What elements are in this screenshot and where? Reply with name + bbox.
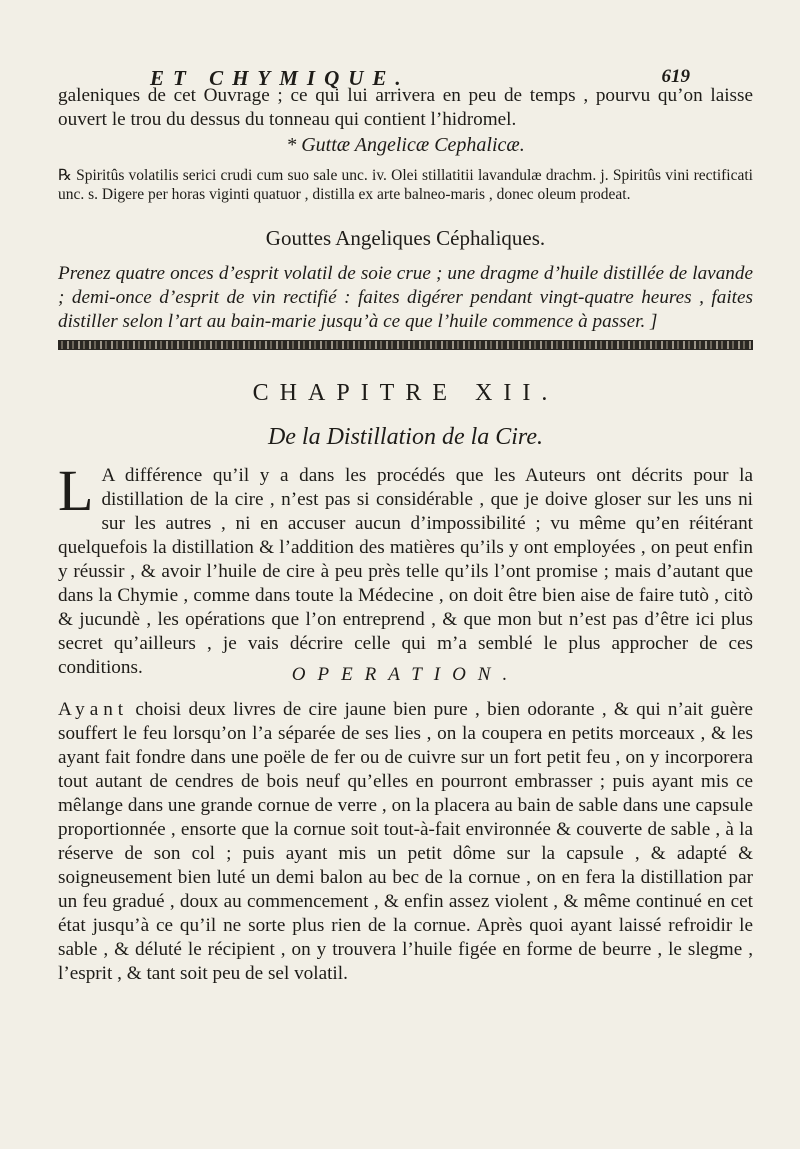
- chapter-paragraph-block: [58, 458, 753, 680]
- recipe-latin-block: [58, 166, 753, 204]
- chapter-subtitle: [58, 424, 753, 451]
- operation-paragraph: choisi deux livres de cire jaune bien pure , bien odorante , & qui n’ait guère souffert le feu lorsqu’on l’a séparée de ses lies , on la coupera en petits morceaux , & les ayant fait fondre dans une poële de fer ou de cuivre sur un fort petit feu , on y incorporera tout autant de cendres de bois neuf qu’elles en pourront embrasser ; puis ayant mis ce mêlange dans une grande cornue de verre , on la placera au bain de sable dans une capsule proportionnée , ensorte que la cornue soit tout-à-fait environnée & couverte de sable , à la réserve de son col ; puis ayant mis un petit dôme sur la capsule , & adapté & soigneusement bien luté un demi balon au bec de la cornue , on en fera la distillation par un feu gradué , doux au commencement , & enfin assez violent , & même continué en cet état jusqu’à ce qu’il ne sorte plus rien de la cornue. Après quoi ayant laissé refroidir le sable , & déluté le récipient , on y trouvera l’huile figée en forme de beurre , le slegme , l’esprit , & tant soit peu de sel volatil.: [58, 699, 753, 984]
- operation-heading-text: OPERATION.: [291, 664, 520, 685]
- recipe-latin-text: ℞ Spiritûs volatilis serici crudi cum suo sale unc. iv. Olei stillatitii lavandulæ drachm. j. Spiritûs vini rectificati unc. s. Digere per horas viginti quatuor , distilla ex arte balneo-maris , donec oleum prodeat.: [58, 167, 753, 203]
- recipe-french-block: [58, 262, 753, 334]
- chapter-paragraph: A différence qu’il y a dans les procédés que les Auteurs ont décrits pour la distillation de la cire , n’est pas si considérable , que je doive gloser sur les uns ni sur les autres , ni en accuser aucun d’impossibilité ; vu même qu’en réitérant quelquefois la distillation & l’addition des matières qu’ils y ont employées , on peut enfin y réussir , & avoir l’huile de cire à peu près telle qu’ils l’ont promise ; mais d’autant que dans la Chymie , comme dans toute la Médecine , on doit être bien aise de faire tutò , citò & jucundè , les opérations que l’on entreprend , & que mon but n’est pas d’être ici plus secret qu’ailleurs , je vais décrire celle qui m’a semblé le plus approcher de ces conditions.: [58, 465, 753, 678]
- intro-paragraph: galeniques de cet Ouvrage ; ce qui lui arrivera en peu de temps , pourvu qu’on laisse ouvert le trou du dessus du tonneau qui contient l’hidromel.: [58, 85, 753, 130]
- recipe-title-latin: [58, 134, 753, 157]
- ornament-divider: [58, 340, 753, 350]
- drop-cap: L: [58, 458, 94, 523]
- operation-lead: Ayant: [58, 699, 129, 720]
- recipe-french-text: Prenez quatre onces d’esprit volatil de soie crue ; une dragme d’huile distillée de lavande ; demi-once d’esprit de vin rectifié : faites digérer pendant vingt-quatre heures , faites distiller selon l’art au bain-marie jusqu’à ce que l’huile commence à passer. ]: [58, 263, 753, 332]
- recipe-title-french-text: Gouttes Angeliques Céphaliques.: [265, 226, 546, 250]
- operation-block: [58, 698, 753, 986]
- recipe-title-french: [58, 226, 753, 251]
- chapter-heading: [58, 380, 753, 407]
- running-head-title: ET CHYMIQUE.: [150, 66, 410, 90]
- recipe-title-latin-text: * Guttæ Angelicæ Cephalicæ.: [286, 134, 525, 156]
- operation-heading: [58, 664, 753, 686]
- intro-block: [58, 84, 753, 132]
- operation-paragraph-wrap: [58, 698, 753, 986]
- chapter-subtitle-text: De la Distillation de la Cire.: [267, 424, 544, 450]
- chapter-heading-text: CHAPITRE XII.: [252, 380, 559, 406]
- page-number: 619: [661, 66, 690, 87]
